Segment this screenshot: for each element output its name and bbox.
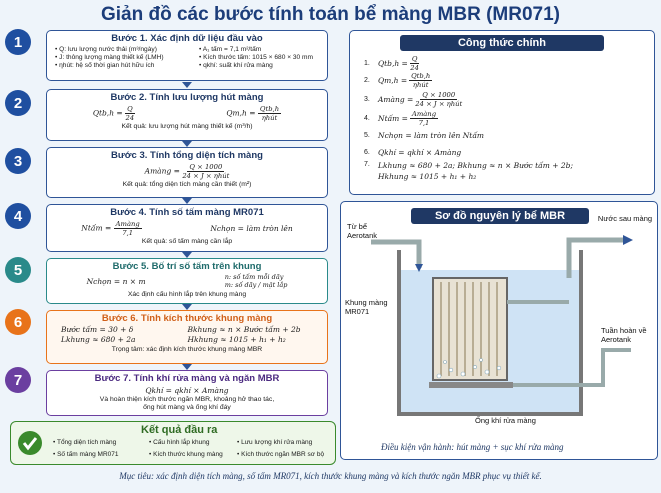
inlet-label: Từ bể Aerotank xyxy=(347,222,378,240)
condition-label: Điều kiện vận hành: hút màng + sục khí rửa màng xyxy=(381,442,564,452)
step-7-note: Và hoàn thiện kích thước ngăn MBR, khoảng hở thao tác, ống hút màng và ống khí đáy xyxy=(99,396,275,412)
step-3-title: Bước 3. Tính tổng diện tích màng xyxy=(111,150,263,161)
result-item: • Số tấm màng MR071 xyxy=(53,451,119,458)
module-label: Khung màng MR071 xyxy=(345,298,388,316)
result-item: • Lưu lượng khí rửa màng xyxy=(237,439,313,446)
step-5-title: Bước 5. Bố trí số tấm trên khung xyxy=(112,261,262,272)
formula-layout: Nchọn = n × m xyxy=(86,277,146,287)
layout-legend: n: số tấm mỗi dãy m: số dãy / mặt lắp xyxy=(224,273,288,289)
input-item: • qkhí: suất khí rửa màng xyxy=(198,62,273,69)
recycle-label: Tuần hoàn về Aerotank xyxy=(601,326,647,344)
formula-line: 4. Ntấm = $\frac{\text{Amàng}}{7,1}$ xyxy=(364,110,437,127)
formula-air: Qkhí = qkhí × Amàng xyxy=(145,386,229,395)
step-4-title: Bước 4. Tính số tấm màng MR071 xyxy=(110,207,264,218)
step-4-number: 4 xyxy=(5,203,31,229)
result-item: • Tổng diện tích màng xyxy=(53,439,117,446)
step-1-box xyxy=(46,30,328,81)
formula-line: 5. Nchọn = làm tròn lên Ntấm xyxy=(364,131,485,140)
membrane-frame xyxy=(433,278,507,380)
step-7-title: Bước 7. Tính khí rửa màng và ngăn MBR xyxy=(94,373,280,384)
page-title: Giản đồ các bước tính toán bể màng MBR (MR071) xyxy=(100,4,561,25)
schematic-panel xyxy=(340,201,658,460)
step-7-box xyxy=(46,370,328,416)
result-item: • Kích thước khung màng xyxy=(149,451,223,458)
inlet-pipe xyxy=(371,242,419,268)
input-item: • Kích thước tấm: 1015 × 680 × 30 mm xyxy=(198,54,314,61)
formula-line: 2. Qm,h = $\frac{\text{Qtb,h}}{\text{ηhút}}$ xyxy=(364,72,431,89)
input-item: • ηhút: hệ số thời gian hút hữu ích xyxy=(55,62,155,69)
formula-flow-avg: Qtb,h = $\frac{Q}{24}$ xyxy=(92,105,135,122)
formula-line: 1. Qtb,h = $\frac{Q}{24}$ xyxy=(364,55,419,72)
step-2-title: Bước 2. Tính lưu lượng hút màng xyxy=(110,92,264,103)
check-icon xyxy=(17,430,43,456)
schematic-title: Sơ đồ nguyên lý bể MBR xyxy=(411,208,589,224)
step-2-box xyxy=(46,89,328,141)
step-2-note: Kết quả: lưu lượng hút màng thiết kế (m³/h) xyxy=(121,123,253,130)
outlet-label: Nước sau màng xyxy=(597,214,653,223)
step-5-note: Xác định cấu hình lắp trên khung màng xyxy=(127,290,247,298)
input-item: • J: thông lượng màng thiết kế (LMH) xyxy=(55,54,164,61)
formula-flow-max: Qm,h = $\frac{\text{Qtb,h}}{\text{ηhút}}$ xyxy=(226,105,280,122)
formula-panel-title: Công thức chính xyxy=(400,35,604,51)
step-6-note: Trọng tâm: xác định kích thước khung màng MBR xyxy=(111,346,263,353)
formula-line: 7. Lkhung ≈ 680 + 2a; Bkhung ≈ n × Bước tấm + 2b; Hkhung ≈ 1015 + h₁ + h₂ xyxy=(364,161,573,181)
formula-panels-selected: Nchọn = làm tròn lên xyxy=(210,224,293,233)
formula-panel xyxy=(349,30,655,195)
formula-frame-height: Hkhung ≈ 1015 + h₁ + h₂ xyxy=(187,335,286,344)
step-4-box xyxy=(46,204,328,252)
result-box xyxy=(10,421,336,465)
step-7-number: 7 xyxy=(5,367,31,393)
footer-objective: Mục tiêu: xác định diện tích màng, số tấm MR071, kích thước khung màng và kích thước ngăn MBR phục vụ thiết kế. xyxy=(119,471,542,481)
step-1-title: Bước 1. Xác định dữ liệu đầu vào xyxy=(111,33,263,44)
input-item: • Q: lưu lượng nước thải (m³/ngày) xyxy=(55,46,157,53)
step-5-number: 5 xyxy=(5,257,31,283)
step-4-note: Kết quả: số tấm màng cần lắp xyxy=(141,238,233,245)
result-item: • Cấu hình lắp khung xyxy=(149,439,210,446)
formula-frame-length: Lkhung ≈ 680 + 2a xyxy=(61,335,136,344)
step-3-box xyxy=(46,147,328,198)
recycle-pipe xyxy=(603,350,631,385)
formula-panels: Ntấm = $\frac{\text{Amàng}}{7,1}$ xyxy=(81,220,140,237)
flow-arrow xyxy=(182,82,192,88)
outlet-arrow-icon xyxy=(623,235,633,245)
step-3-number: 3 xyxy=(5,148,31,174)
formula-frame-width: Bkhung ≈ n × Bước tấm + 2b xyxy=(187,325,301,334)
step-6-title: Bước 6. Tính kích thước khung màng xyxy=(101,313,273,324)
step-5-box xyxy=(46,258,328,304)
result-title: Kết quả đầu ra xyxy=(141,424,218,436)
formula-pitch: Bước tấm = 30 + δ xyxy=(61,325,134,334)
air-diffuser xyxy=(429,382,513,388)
input-item: • A₁ tấm = 7,1 m²/tấm xyxy=(198,46,262,53)
formula-line: 3. Amàng = $\frac{Q \times 1000}{\text{24 × J × ηhút}}$ xyxy=(364,91,463,108)
step-3-note: Kết quả: tổng diện tích màng cần thiết (m²) xyxy=(122,181,252,188)
step-6-box xyxy=(46,310,328,364)
step-6-number: 6 xyxy=(5,309,31,335)
step-2-number: 2 xyxy=(5,90,31,116)
air-label: Ống khí rửa màng xyxy=(475,416,536,425)
step-1-number: 1 xyxy=(5,29,31,55)
formula-line: 6. Qkhí = qkhí × Amàng xyxy=(364,148,462,157)
formula-area: Amàng = $\frac{Q \times 1000}{\text{24 × J × ηhút}}$ xyxy=(144,163,230,180)
result-item: • Kích thước ngăn MBR sơ bộ xyxy=(237,451,325,458)
